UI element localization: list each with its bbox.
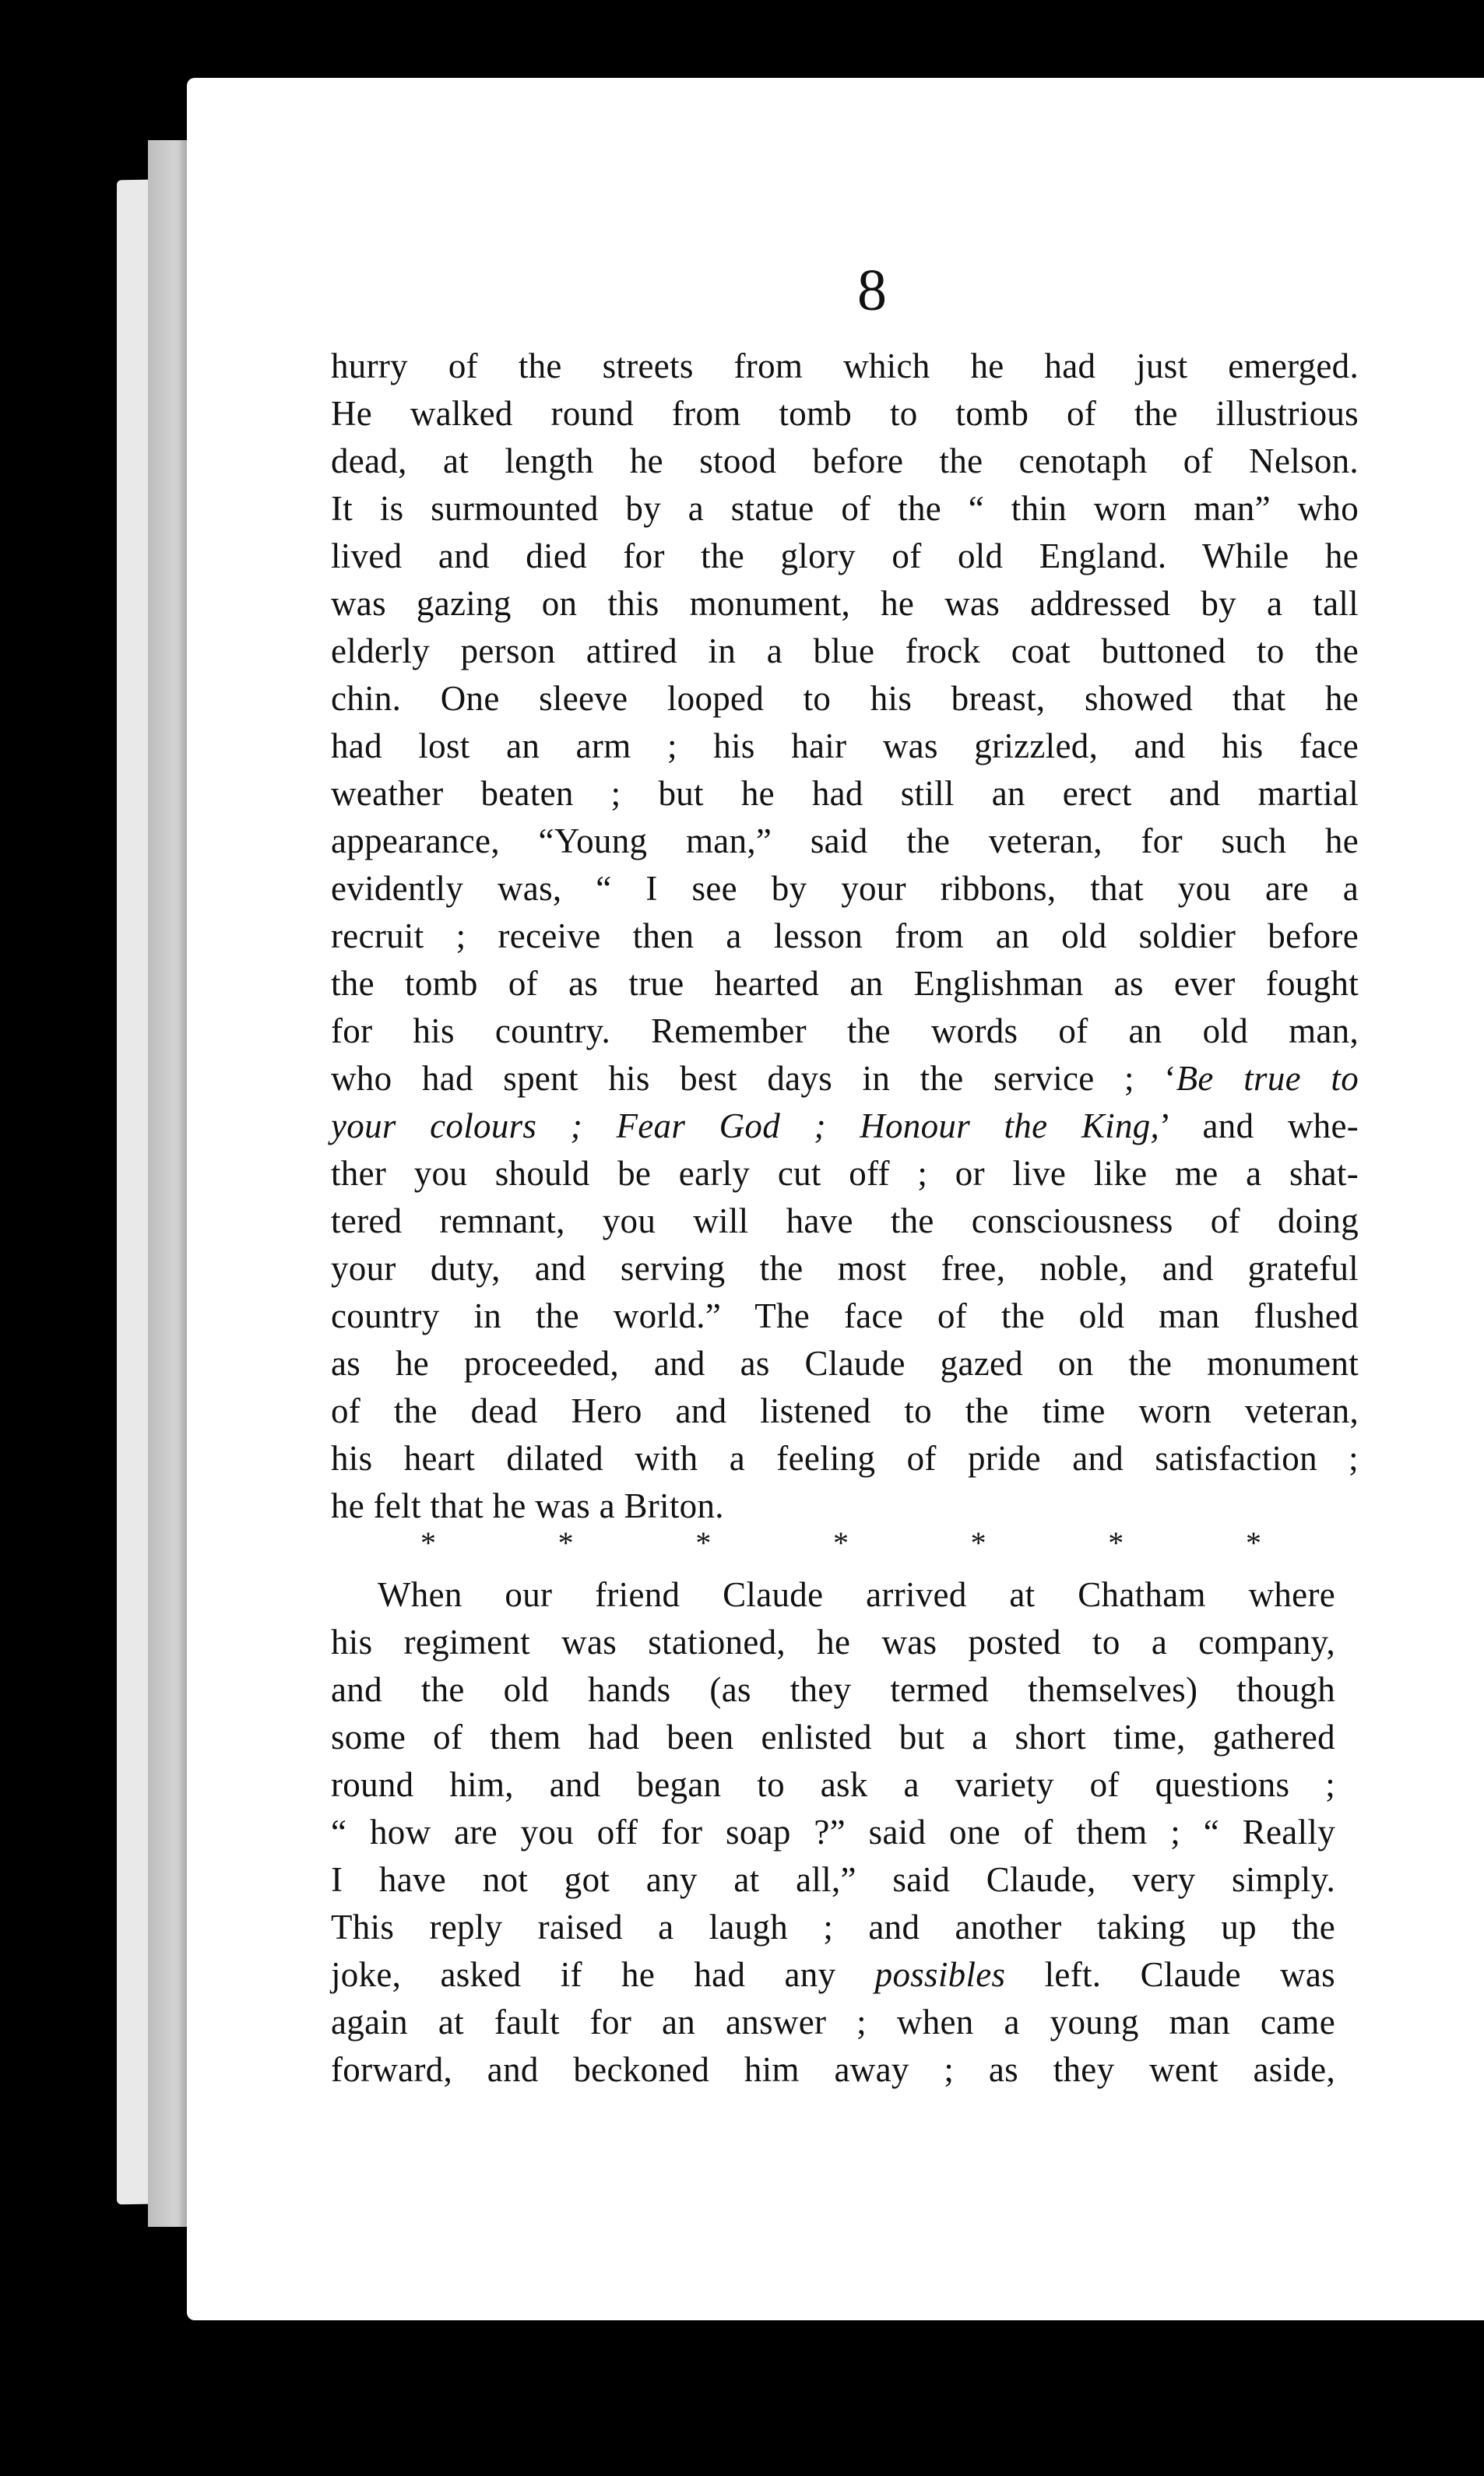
text-line: evidently was, “ I see by your ribbons, that you are a	[331, 869, 1359, 908]
text-line: hurry of the streets from which he had just emerged.	[331, 346, 1359, 385]
text-segment: left. Claude was	[1005, 1955, 1335, 1994]
separator-star: *	[557, 1525, 574, 1560]
text-line	[331, 1951, 1335, 1999]
text-line: he felt that he was a Briton.	[331, 1486, 724, 1525]
text-line: and the old hands (as they termed themselves) though	[331, 1670, 1335, 1709]
text-line: This reply raised a laugh ; and another taking up the	[331, 1908, 1335, 1947]
text-line: recruit ; receive then a lesson from an old soldier before	[331, 916, 1359, 955]
text-line	[331, 1103, 1359, 1150]
text-line: dead, at length he stood before the cenotaph of Nelson.	[331, 441, 1359, 480]
page-number: 8	[857, 258, 887, 323]
text-line: tered remnant, you will have the consciousness of doing	[331, 1201, 1359, 1240]
text-line: I have not got any at all,” said Claude, very simply.	[331, 1860, 1335, 1899]
text-line: was gazing on this monument, he was addressed by a tall	[331, 584, 1359, 623]
text-line: ther you should be early cut off ; or live like me a shat-	[331, 1154, 1359, 1193]
italic-word: possibles	[874, 1955, 1006, 1994]
section-separator	[420, 1525, 1261, 1561]
text-segment: joke, asked if he had any	[331, 1955, 875, 1994]
paragraph-veteran	[331, 343, 1359, 1530]
text-segment: ’ and whe-	[1159, 1106, 1359, 1145]
text-line: When our friend Claude arrived at Chatham where	[378, 1575, 1335, 1614]
text-line: some of them had been enlisted but a short time, gathered	[331, 1718, 1335, 1757]
text-segment: who had spent his best days in the service ; ‘	[331, 1059, 1176, 1098]
text-line: his heart dilated with a feeling of pride and satisfaction ;	[331, 1439, 1359, 1478]
text-line: appearance, “Young man,” said the veteran, for such he	[331, 821, 1359, 860]
text-line: as he proceeded, and as Claude gazed on the monument	[331, 1344, 1359, 1383]
text-line: country in the world.” The face of the old man flushed	[331, 1296, 1359, 1335]
text-line: He walked round from tomb to tomb of the illustrious	[331, 394, 1359, 433]
separator-star: *	[1245, 1525, 1261, 1560]
text-line: lived and died for the glory of old England. While he	[331, 536, 1359, 575]
text-line: It is surmounted by a statue of the “ thin worn man” who	[331, 489, 1359, 528]
italic-quote: Be true to	[1176, 1059, 1359, 1098]
text-line: your duty, and serving the most free, noble, and grateful	[331, 1249, 1359, 1288]
paragraph-chatham	[331, 1571, 1335, 2094]
text-line: for his country. Remember the words of an old man,	[331, 1011, 1359, 1050]
text-line: elderly person attired in a blue frock coat buttoned to the	[331, 631, 1359, 670]
separator-star: *	[695, 1525, 712, 1560]
text-line	[331, 1055, 1359, 1103]
separator-star: *	[832, 1525, 849, 1560]
separator-star: *	[420, 1525, 436, 1560]
text-line: his regiment was stationed, he was posted to a company,	[331, 1623, 1335, 1662]
text-line: forward, and beckoned him away ; as they went aside,	[331, 2050, 1335, 2089]
text-line: again at fault for an answer ; when a young man came	[331, 2003, 1335, 2042]
text-line: round him, and began to ask a variety of questions ;	[331, 1765, 1335, 1804]
text-line: of the dead Hero and listened to the time worn veteran,	[331, 1391, 1359, 1430]
text-line: chin. One sleeve looped to his breast, showed that he	[331, 679, 1359, 718]
italic-quote: your colours ; Fear God ; Honour the King,	[331, 1106, 1160, 1145]
separator-star: *	[970, 1525, 986, 1560]
text-line: had lost an arm ; his hair was grizzled, and his face	[331, 726, 1359, 765]
text-line: “ how are you off for soap ?” said one of them ; “ Really	[331, 1813, 1335, 1852]
text-line: the tomb of as true hearted an Englishman as ever fought	[331, 964, 1359, 1003]
separator-star: *	[1108, 1525, 1124, 1560]
text-line: weather beaten ; but he had still an erect and martial	[331, 774, 1359, 813]
